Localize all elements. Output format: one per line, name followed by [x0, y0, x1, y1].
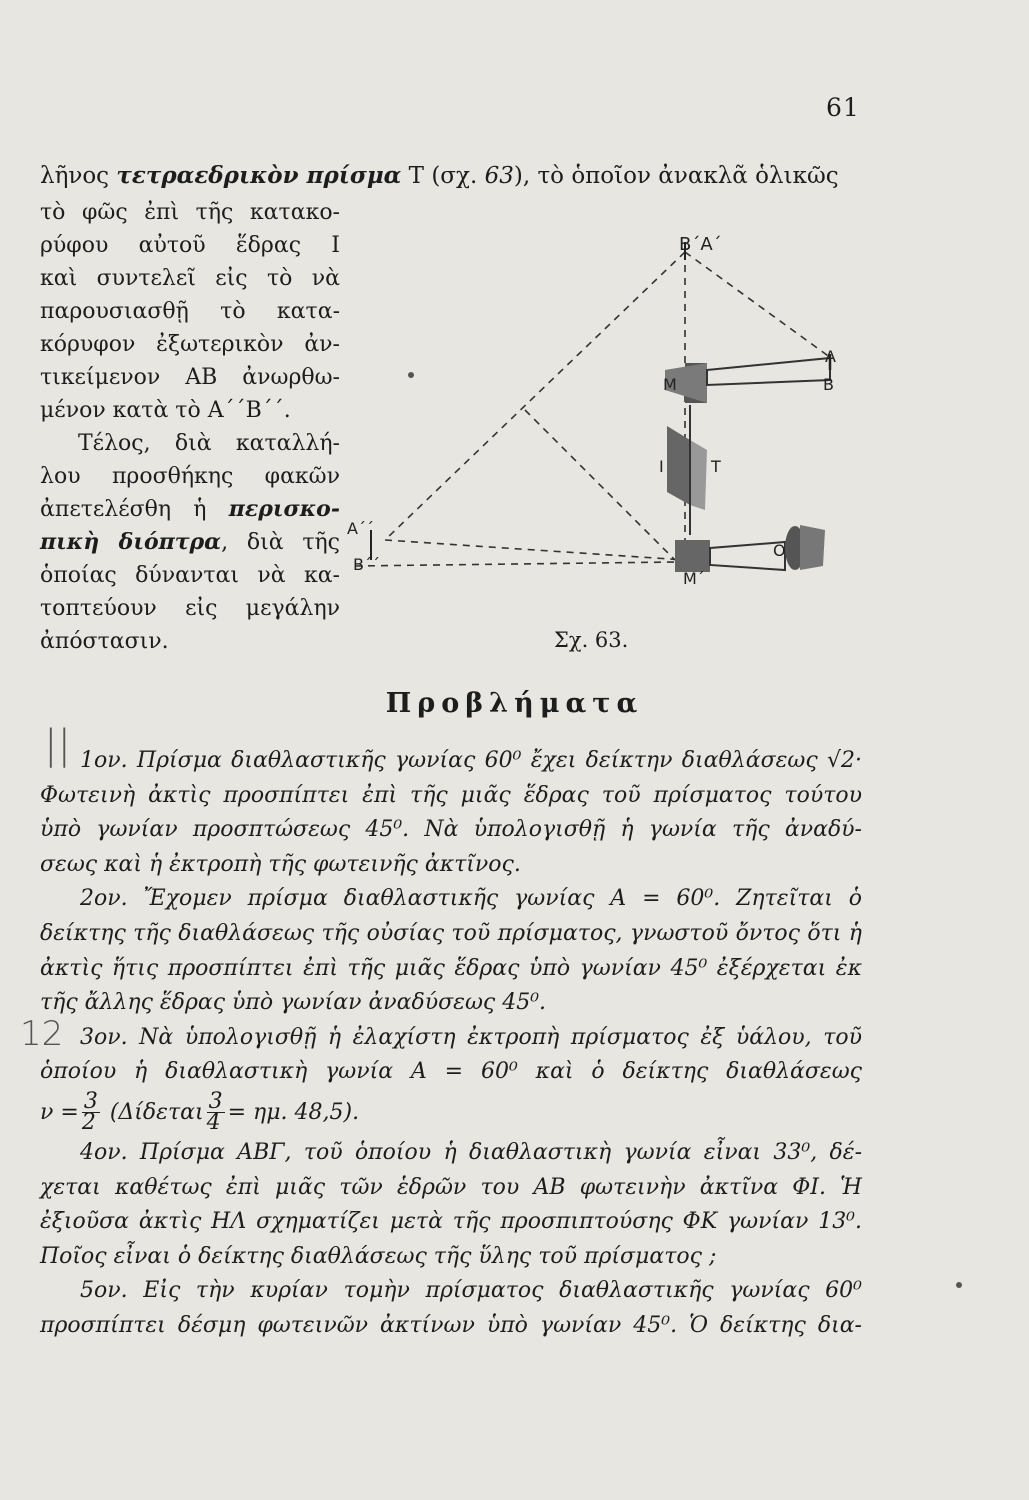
text-line: λου προσθήκης φακῶν	[40, 464, 340, 489]
problem-line: χεται καθέτως ἐπὶ μιᾶς τῶν ἑδρῶν του ΑΒ φωτεινὴν ἀκτῖνα ΦΙ. Ἡ	[40, 1174, 862, 1200]
problem-line: τῆς ἄλλης ἕδρας ὑπὸ γωνίαν ἀναδύσεως 45⁰.	[40, 990, 547, 1016]
problem-line: 3ον. Νὰ ὑπολογισθῇ ἡ ἐλαχίστη ἐκτροπὴ πρίσματος ἐξ ὑάλου, τοῦ	[80, 1024, 862, 1050]
figure-reference: 63	[484, 163, 514, 189]
label-a: Α	[825, 347, 836, 366]
problem-line: 4ον. Πρίσμα ΑΒΓ, τοῦ ὁποίου ἡ διαθλαστικὴ γωνία εἶναι 33⁰, δέ-	[80, 1139, 862, 1165]
incoming-beam	[707, 358, 830, 385]
formula-line	[40, 1090, 862, 1136]
stray-dot	[956, 1282, 962, 1288]
margin-mark: ||	[44, 722, 71, 768]
dashed-ray	[355, 562, 675, 566]
problem-line: 2ον. Ἔχομεν πρίσμα διαθλαστικῆς γωνίας Α = 60⁰. Ζητεῖται ὁ	[80, 886, 862, 912]
text-line: τὸ φῶς ἐπὶ τῆς κατακο-	[40, 200, 340, 225]
text-line-with-emphasis	[40, 493, 340, 526]
text-line-with-emphasis	[40, 526, 340, 559]
label-m-prime: Μ΄	[683, 569, 705, 588]
problem-line: δείκτης τῆς διαθλάσεως τῆς οὐσίας τοῦ πρίσματος, γνωστοῦ ὄντος ὅτι ἡ	[40, 920, 862, 946]
prism-t-right	[690, 440, 707, 510]
problem-line: 1ον. Πρίσμα διαθλαστικῆς γωνίας 60⁰ ἔχει δείκτην διαθλάσεως √2·	[80, 748, 862, 773]
fraction-numerator: 3	[83, 1089, 98, 1115]
label-b: Β	[823, 375, 834, 394]
problem-1	[40, 744, 862, 882]
mirror-m	[665, 358, 830, 403]
problem-line: Ποῖος εἶναι ὁ δείκτης διαθλάσεως τῆς ὕλης τοῦ πρίσματος ;	[40, 1243, 717, 1269]
intro-emphasis: τετραεδρικὸν πρίσμα	[116, 162, 402, 189]
intro-part2: Τ (σχ.	[401, 163, 485, 189]
stray-dot	[408, 372, 414, 378]
text-line: καὶ συντελεῖ εἰς τὸ νὰ	[40, 266, 340, 291]
text-line: τοπτεύουν εἰς μεγάλην	[40, 596, 340, 621]
eye-shape	[800, 525, 825, 570]
problem-line: 5ον. Εἰς τὴν κυρίαν τομὴν πρίσματος διαθλαστικῆς γωνίας 60⁰	[80, 1278, 862, 1304]
problem-line: ὁποίου ἡ διαθλαστικὴ γωνία Α = 60⁰ καὶ ὁ δείκτης διαθλάσεως	[40, 1059, 862, 1085]
problem-3	[40, 1021, 862, 1136]
problem-line: προσπίπτει δέσμη φωτεινῶν ἀκτίνων ὑπὸ γωνίαν 45⁰. Ὁ δείκτης δια-	[40, 1312, 862, 1338]
fraction-2	[206, 1089, 225, 1136]
problem-5	[40, 1274, 862, 1343]
text-fragment: ἀπετελέσθη ἡ	[40, 497, 229, 522]
problem-line: σεως καὶ ἡ ἐκτροπὴ τῆς φωτεινῆς ἀκτῖνος.	[40, 851, 521, 877]
text-fragment: , διὰ τῆς	[221, 530, 340, 555]
eyepiece-o	[785, 525, 825, 570]
margin-mark: 12	[20, 1014, 64, 1054]
section-heading: Προβλήματα	[385, 688, 644, 719]
intro-part3: ), τὸ ὁποῖον ἀνακλᾶ ὁλικῶς	[513, 163, 839, 189]
label-b-prime-a-prime: Β΄Α΄	[679, 234, 722, 255]
label-i: Ι	[659, 457, 664, 476]
dashed-ray	[685, 252, 831, 358]
fraction-1	[81, 1089, 100, 1136]
prism-t-left	[667, 426, 690, 505]
text-line: ρύφου αὐτοῦ ἕδρας Ι	[40, 233, 340, 258]
mirror-m-prime-block	[675, 540, 710, 572]
text-line: μένον κατὰ τὸ Α΄΄Β΄΄.	[40, 398, 291, 423]
page-number: 61	[826, 93, 860, 122]
text-line: παρουσιασθῇ τὸ κατα-	[40, 299, 340, 324]
problem-line: Φωτεινὴ ἀκτὶς προσπίπτει ἐπὶ τῆς μιᾶς ἕδρας τοῦ πρίσματος τούτου	[40, 782, 862, 808]
periscope-diagram	[345, 230, 845, 670]
problem-2	[40, 882, 862, 1020]
label-b-double: Β΄΄	[353, 555, 380, 574]
intro-part1: λῆνος	[40, 163, 117, 189]
formula-mid: (Δίδεται	[109, 1099, 204, 1125]
emphasis-term: πικὴ διόπτρα	[40, 529, 222, 555]
formula-suffix: = ημ. 48,5).	[227, 1099, 360, 1125]
problems-list	[40, 744, 862, 1344]
fraction-numerator: 3	[208, 1089, 223, 1115]
mirror-m-prime	[675, 540, 785, 572]
text-line: ἀπόστασιν.	[40, 629, 169, 654]
dashed-ray	[385, 252, 685, 540]
prism-t	[667, 405, 707, 535]
text-line: ὁποίας δύνανται νὰ κα-	[40, 563, 340, 588]
dashed-ray	[525, 410, 675, 560]
problem-line: ὑπὸ γωνίαν προσπτώσεως 45⁰. Νὰ ὑπολογισθῇ ἡ γωνία τῆς ἀναδύ-	[40, 817, 862, 843]
emphasis-term: περισκο-	[228, 496, 340, 522]
formula-prefix: ν =	[40, 1099, 79, 1125]
periscope-diagram-svg	[345, 230, 845, 670]
left-column-text	[40, 196, 340, 658]
text-line: κόρυφον ἐξωτερικὸν ἀν-	[40, 332, 340, 357]
label-t: Τ	[711, 457, 721, 476]
problem-4	[40, 1136, 862, 1274]
label-a-double: Α΄΄	[347, 519, 374, 538]
label-o: Ο	[773, 541, 786, 560]
problem-line: ἀκτὶς ἥτις προσπίπτει ἐπὶ τῆς μιᾶς ἕδρας ὑπὸ γωνίαν 45⁰ ἐξέρχεται ἐκ	[40, 955, 862, 981]
intro-line	[40, 160, 860, 192]
label-m: Μ	[663, 375, 677, 394]
fraction-denominator: 4	[206, 1110, 221, 1136]
problem-line: ἐξιοῦσα ἀκτὶς ΗΛ σχηματίζει μετὰ τῆς προσπιπτούσης ΦΚ γωνίαν 13⁰.	[40, 1209, 862, 1235]
figure-caption: Σχ. 63.	[554, 628, 629, 652]
fraction-denominator: 2	[81, 1110, 96, 1136]
dashed-ray	[385, 540, 685, 560]
text-line: τικείμενον ΑΒ ἀνωρθω-	[40, 365, 340, 390]
text-line: Τέλος, διὰ καταλλή-	[78, 431, 340, 456]
dashed-rays	[355, 252, 831, 566]
